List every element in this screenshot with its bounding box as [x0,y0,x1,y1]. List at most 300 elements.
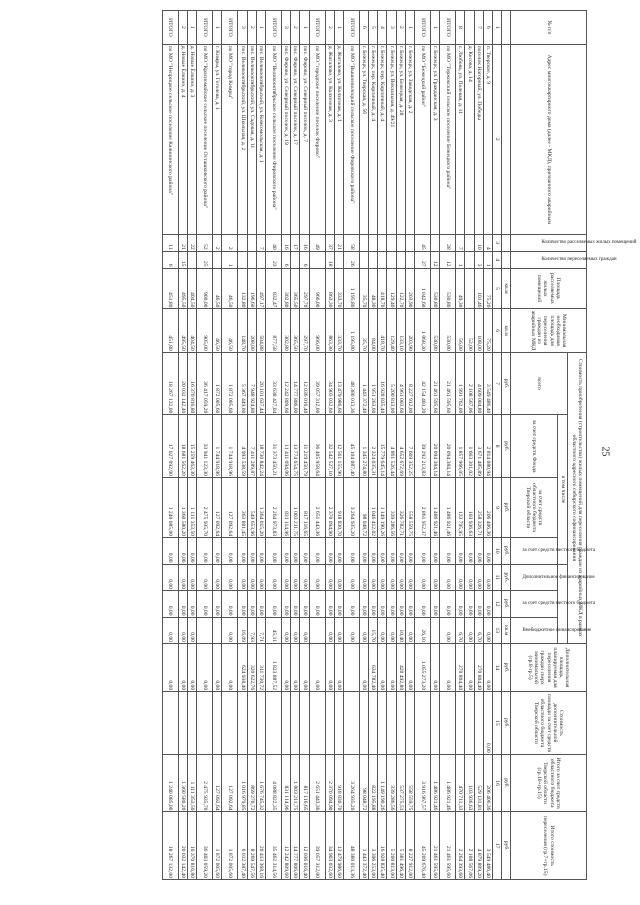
table-cell: 2 475 935,70 [197,477,213,537]
table-cell: 48,30 [369,268,378,309]
table-cell: д. Жигалово, ул. Колхозная, д. 1 [334,44,343,234]
table-row [247,11,256,880]
table-cell: 2 [222,234,238,251]
table-cell: 270 804,40 [456,643,465,691]
table-cell: 52 [197,234,213,251]
table-row [325,11,334,880]
table-cell: 2 [325,11,334,45]
table-cell: 0,00 [431,591,440,617]
table-cell: 23 [266,251,282,268]
table-cell: 16,09 [238,617,247,643]
table-cell: по МО "Великооктябрьское сельское поселение Фировского района" [266,44,282,234]
table-row [456,11,465,880]
table-cell: 918 830,70 [334,477,343,537]
column-number: 7 [493,352,502,415]
header-cost-group: Стоимость приобретения (строительства) жилых помещений для переселения граждан из аварийных МКД в рамках областного адресного сибирского софинансирования [568,352,587,643]
table-cell: 203,90 [405,309,414,352]
table-cell: 0,00 [465,591,474,617]
table-cell: 311 730,72 [256,643,265,691]
table-cell: 98 048,72 [359,477,368,537]
table-cell: 0,00 [359,564,368,590]
table-cell: 1 016 979,85 [238,754,247,812]
table-cell: 17 027 092,00 [162,415,178,478]
table-cell: 42 154 403,20 [415,352,431,415]
table-cell: 0,00 [188,564,197,590]
unit-rub: руб. [502,692,511,755]
table-cell: 365,50 [291,309,300,352]
table-cell: 35 462 314,56 [266,812,282,880]
table-cell: 0,00 [162,643,178,691]
table-cell: 127 092,64 [222,477,238,537]
table-cell: 122,70 [396,268,405,309]
table-cell: 0,00 [238,591,247,617]
table-cell: 0,00 [431,538,440,564]
table-cell [465,11,474,45]
table-cell: 1 [188,11,197,45]
table-cell: 558 559,75 [405,477,414,537]
table-cell: 13 774 654,75 [291,415,300,478]
table-cell: 0,00 [483,538,492,564]
table-cell: 0,00 [266,538,282,564]
table-cell: 1 345 274,80 [359,415,368,478]
table-cell: 129,40 [387,309,396,352]
table-cell: 3 [387,11,396,45]
header-no: № п/п [511,11,587,45]
table-cell: 127 092,64 [213,477,222,537]
table-cell: 1 003 211,75 [291,754,300,812]
table-cell: 1 857 966,05 [456,415,465,478]
table-cell [405,251,414,268]
table-cell: 18 730 842,24 [256,415,265,478]
table-cell: 0,00 [387,538,396,564]
table-cell [309,617,325,643]
unit-cell [502,11,511,45]
table-cell: 16 [282,234,291,251]
total-row [309,11,325,880]
table-cell: 108,00 [474,309,483,352]
table-cell [256,251,265,268]
table-cell [300,692,309,755]
table-cell [162,692,178,755]
table-cell: 966,00 [309,309,325,352]
table-cell: 2 264 973,83 [266,477,282,537]
table-cell: 302,80 [282,309,291,352]
header-min-area: Минимальная необходимая площадь для переселения граждан из аварийных МКД [511,309,587,352]
table-body [162,11,492,880]
header-add-area: Дополнительная площадь, планируемая для переселения граждан сверх минимальной (гр.8-гр.5) [511,643,587,691]
table-cell: 206 406,36 [483,477,492,537]
table-row [300,11,309,880]
table-cell: 31 373 450,21 [266,415,282,478]
table-cell: 270 804,40 [474,643,483,691]
table-cell: 127 092,64 [213,754,222,812]
table-cell: 537 275,51 [396,754,405,812]
table-cell: 1 486 921,46 [431,477,440,537]
column-number: 9 [493,477,502,537]
table-cell: г. Бежецк, пер. Кирпичный, д. 4 [378,44,387,234]
table-cell: 0,00 [378,617,387,643]
table-cell: 558 559,75 [405,754,414,812]
table-cell: 497,17 [256,268,265,309]
table-cell: 1 240 085,00 [162,477,178,537]
table-cell [238,234,247,251]
table-cell: 339 286,56 [387,477,396,537]
column-number: 6 [493,309,502,352]
table-cell: 12 242 809,60 [282,812,291,880]
table-cell: 0,00 [213,643,222,691]
table-cell: 0,00 [325,617,334,643]
table-cell [238,692,247,755]
table-cell: 0,00 [334,538,343,564]
table-cell [197,617,213,643]
table-cell: 2 108 567,06 [465,812,474,880]
table-cell: 21 [334,234,343,251]
table-cell: 529 131,81 [474,754,483,812]
table-cell: 36 417 059,20 [197,352,213,415]
table-cell: ИТОГО [266,11,282,45]
table-cell: 0,00 [343,538,359,564]
table-cell: 0,00 [291,617,300,643]
table-cell: 26,10 [415,617,431,643]
table-cell [440,692,456,755]
table-cell: 25 [197,251,213,268]
table-row [334,11,343,880]
table-cell: 333,70 [334,268,343,309]
table-cell: 8 227 912,00 [405,812,414,880]
unit-cell [502,234,511,251]
table-cell: 2 861 952,37 [415,477,431,537]
table-cell [396,251,405,268]
column-number: 1 [493,11,502,45]
table-cell: 0,00 [334,643,343,691]
table-cell: 0,00 [343,591,359,617]
table-cell: 0,00 [440,591,456,617]
table-cell: 2 [396,11,405,45]
table-cell: 39 292 213,83 [415,415,431,478]
table-cell: 0,00 [415,538,431,564]
table-cell: 1 486 921,46 [440,477,456,537]
table-cell: 0,00 [300,538,309,564]
table-cell: 0,00 [405,591,414,617]
table-cell: 0,00 [474,591,483,617]
table-cell: 6 [162,251,178,268]
table-cell [431,692,440,755]
table-cell: 1 [483,251,492,268]
table-cell: 26 [343,251,359,268]
table-cell: 451,80 [162,309,178,352]
table-cell [359,692,368,755]
table-cell: 7 669 352,25 [405,415,414,478]
table-cell: 133,10 [396,309,405,352]
table-cell: 0,00 [465,564,474,590]
table-cell: ИТОГО [440,11,456,45]
table-row [474,11,483,880]
table-cell: 0,00 [300,617,309,643]
table-cell: 869 270,72 [247,754,256,812]
table-row [431,11,440,880]
table-row [213,11,222,880]
header-local: за счет средств местного бюджета [511,538,558,564]
table-cell: 7 411 289,87 [247,415,256,478]
table-cell: 17 [291,234,300,251]
table-cell: 12 036 016,40 [300,812,309,880]
table-cell: 21 461 595,60 [431,812,440,880]
unit-sqm: кв.м [502,309,511,352]
table-cell: 45,11 [266,617,282,643]
table-cell: 365,50 [291,268,300,309]
table-cell [465,268,474,309]
column-number: 11 [493,564,502,590]
table-cell: 1 872 005,60 [213,812,222,880]
table-cell: 0,00 [396,538,405,564]
table-cell: 470 711,33 [456,754,465,812]
table-cell: 3 396 253,00 [369,812,378,880]
table-cell: 634 782,40 [369,643,378,691]
table-cell: 48 380 013,36 [343,352,359,415]
table-cell: 33 941 123,30 [197,415,213,478]
table-cell: 0,00 [222,564,238,590]
table-cell: 16 [300,234,309,251]
table-cell: 6 [300,251,309,268]
table-cell: 1 951 263,60 [369,352,378,415]
table-cell: 196,60 [247,268,256,309]
table-cell [456,692,465,755]
table-cell: 0,00 [334,564,343,590]
table-cell: 0,00 [238,538,247,564]
table-cell: 2 475 935,70 [197,754,213,812]
table-cell: г. Бежецк, пер. Кирпичный, д. 4 [369,44,378,234]
table-cell: г. Бежецк, ул. Заводская, д. 2 [405,44,414,234]
table-cell: 0,00 [415,591,431,617]
table-cell: 16 370 816,80 [188,812,197,880]
table-cell: 1 111 353,50 [188,754,197,812]
table-cell: 2 814 080,94 [483,415,492,478]
table-cell: 0,00 [431,564,440,590]
table-cell: 0,00 [188,538,197,564]
table-cell: 15 779 645,14 [378,415,387,478]
table-cell: 0,00 [247,591,256,617]
unit-cell [502,44,511,234]
table-cell: 0,00 [465,538,474,564]
table-cell: 0,00 [309,538,325,564]
table-cell: 0,00 [359,591,368,617]
table-cell: 0,00 [266,591,282,617]
table-cell: 21 461 595,60 [431,352,440,415]
table-cell [378,234,387,251]
table-cell: 133 795,95 [456,477,465,537]
table-cell: 3 [238,11,247,45]
table-cell: 0,00 [483,564,492,590]
table-cell: 0,00 [387,643,396,691]
header-incl: в том числе [558,415,568,564]
header-oblast-total: Итого за счет средств областного бюджета Тверской области (гр.10+гр.15) [511,754,587,812]
table-cell: 18 681 562,20 [178,415,187,478]
table-cell: 1 486 921,46 [431,754,440,812]
table-cell: 877,58 [266,309,282,352]
table-cell: 3 264 935,20 [343,754,359,812]
table-cell: 549 653,96 [247,477,256,537]
table-cell [247,251,256,268]
table-cell [405,234,414,251]
table-cell [396,234,405,251]
table-cell: 2 370 094,90 [325,754,334,812]
table-cell: 495,50 [178,309,187,352]
unit-sqm: кв.м [502,617,511,643]
table-cell: 2 [178,11,187,45]
table-row [238,11,247,880]
table-cell: 420 492,80 [396,643,405,691]
table-cell: 2 [291,11,300,45]
table-cell: 966,00 [309,268,325,309]
table-cell: 1 [334,11,343,45]
table-cell: 36 405 958,64 [309,415,325,478]
table-cell: 0,00 [325,564,334,590]
table-cell: 530,80 [431,268,440,309]
table-cell: 21 461 595,60 [440,812,456,880]
rotated-table-wrapper [27,10,637,880]
table-cell: 20 032 142,40 [178,812,187,880]
table-row [282,11,291,880]
table-cell [334,692,343,755]
table-cell: 39 057 312,00 [309,812,325,880]
table-cell: 13 479 986,60 [334,352,343,415]
table-cell: 326 782,71 [396,477,405,537]
header-oblast: за счет средств областного бюджета Тверской области [511,477,558,537]
table-cell: 817 116,65 [300,754,309,812]
table-cell: 3 [474,251,483,268]
table-cell: 1 [222,251,238,268]
table-cell: 7 948 924,80 [247,352,256,415]
table-cell: ИТОГО [309,11,325,45]
table-cell: 4 961 003,60 [396,352,405,415]
table-cell: 0,00 [291,538,300,564]
table-cell: 2 [213,234,222,251]
table-cell: 6 [483,11,492,45]
table-cell: 530,80 [440,268,456,309]
table-cell: 0,00 [188,617,197,643]
header-address: Адрес многоквартирного дома (далее - МКД), признанного аварийным [511,44,587,234]
table-row [291,11,300,880]
table-row [378,11,387,880]
table-cell: 0,00 [256,564,265,590]
table-cell: 1 676 745,32 [256,754,265,812]
table-cell: 4 [483,234,492,251]
unit-rub: руб. [502,352,511,415]
table-cell: 0,00 [197,538,213,564]
table-cell: 2 651 443,36 [309,477,325,537]
table-cell: 7 [256,234,265,251]
table-cell: 5 [369,11,378,45]
table-cell: 27 [415,251,431,268]
table-cell: 6 [359,11,368,45]
table-cell: 320 622,76 [247,643,256,691]
table-cell: по МО "Бежецкий район" [415,44,431,234]
table-cell: д. Новые Ёлкино, д. 3 [188,44,197,234]
table-cell [405,692,414,755]
table-cell: 46,50 [213,268,222,309]
table-cell: 1 872 005,60 [222,812,238,880]
table-cell: 404,50 [188,309,197,352]
table-cell: 258 326,71 [474,477,483,537]
table-cell [325,692,334,755]
table-cell: 418,70 [378,268,387,309]
header-grand-total: Итого стоимость переселения (гр.7+гр.15) [511,812,587,880]
table-cell: 5 381 496,40 [396,812,405,880]
table-cell: 0,00 [456,564,465,590]
table-cell: 18 267 132,00 [162,812,178,880]
table-cell [334,251,343,268]
table-cell: 36 403 059,20 [197,812,213,880]
table-cell: 1 443 372,40 [359,812,368,880]
table-cell: 0,00 [247,564,256,590]
table-cell: 4 088 822,35 [266,754,282,812]
table-cell: ИТОГО [222,11,238,45]
table-cell [197,692,213,755]
table-cell: 339 286,56 [387,754,396,812]
table-cell: ИТОГО [343,11,359,45]
table-cell: 45 [415,234,431,251]
table-cell: 1 068,30 [415,309,431,352]
table-cell [465,234,474,251]
unit-rub: руб. [502,754,511,812]
table-cell: 0,00 [282,617,291,643]
table-cell [415,692,431,755]
table-cell [238,251,247,268]
table-cell: 0,00 [343,564,359,590]
table-cell: 32 542 527,10 [325,415,334,478]
table-cell: 75,20 [483,309,492,352]
table-cell: д. Новые Ёлкино, д. 4 [178,44,187,234]
table-cell: 35,70 [359,309,368,352]
table-cell: 1 055 273,20 [415,643,431,691]
table-cell: 0,00 [405,538,414,564]
header-extra-local: за счет средств местного бюджета [511,591,558,617]
table-cell: 7 [456,234,465,251]
table-cell: 0,00 [300,643,309,691]
table-cell: 0,00 [197,564,213,590]
table-cell: 14 777 806,00 [291,812,300,880]
table-cell: 297,70 [300,309,309,352]
unit-rub: руб. [502,477,511,537]
table-cell: 1 872 005,60 [213,352,222,415]
table-cell: 12 036 016,40 [300,352,309,415]
table-cell: 6,70 [456,617,465,643]
table-cell: 15 259 463,30 [188,415,197,478]
table-cell: 1 443 372,40 [359,352,368,415]
table-cell: 22 [188,234,197,251]
table-cell: 1 042,60 [415,268,431,309]
table-cell: 5 200 813,00 [387,812,396,880]
table-cell: 10,40 [396,617,405,643]
table-cell: 404,50 [188,268,197,309]
table-cell: 52,00 [465,309,474,352]
table-cell: 1 [405,11,414,45]
table-cell: 0,00 [359,538,368,564]
table-cell: 21 461 595,60 [440,352,456,415]
table-cell: 900,00 [197,268,213,309]
table-cell: 12 [431,251,440,268]
column-number: 3 [493,234,502,251]
table-cell: 3 671 485,89 [474,415,483,478]
table-cell: 0,00 [291,564,300,590]
table-cell [396,692,405,755]
table-cell: 0,00 [256,591,265,617]
table-cell: 48 380 013,36 [343,812,359,880]
table-cell: 1 486 921,46 [440,754,456,812]
table-cell: 10 [474,234,483,251]
table-cell: 7,71 [256,617,265,643]
table-cell: пос. Фирово, ул. Северный поселок, д. 19 [282,44,291,234]
